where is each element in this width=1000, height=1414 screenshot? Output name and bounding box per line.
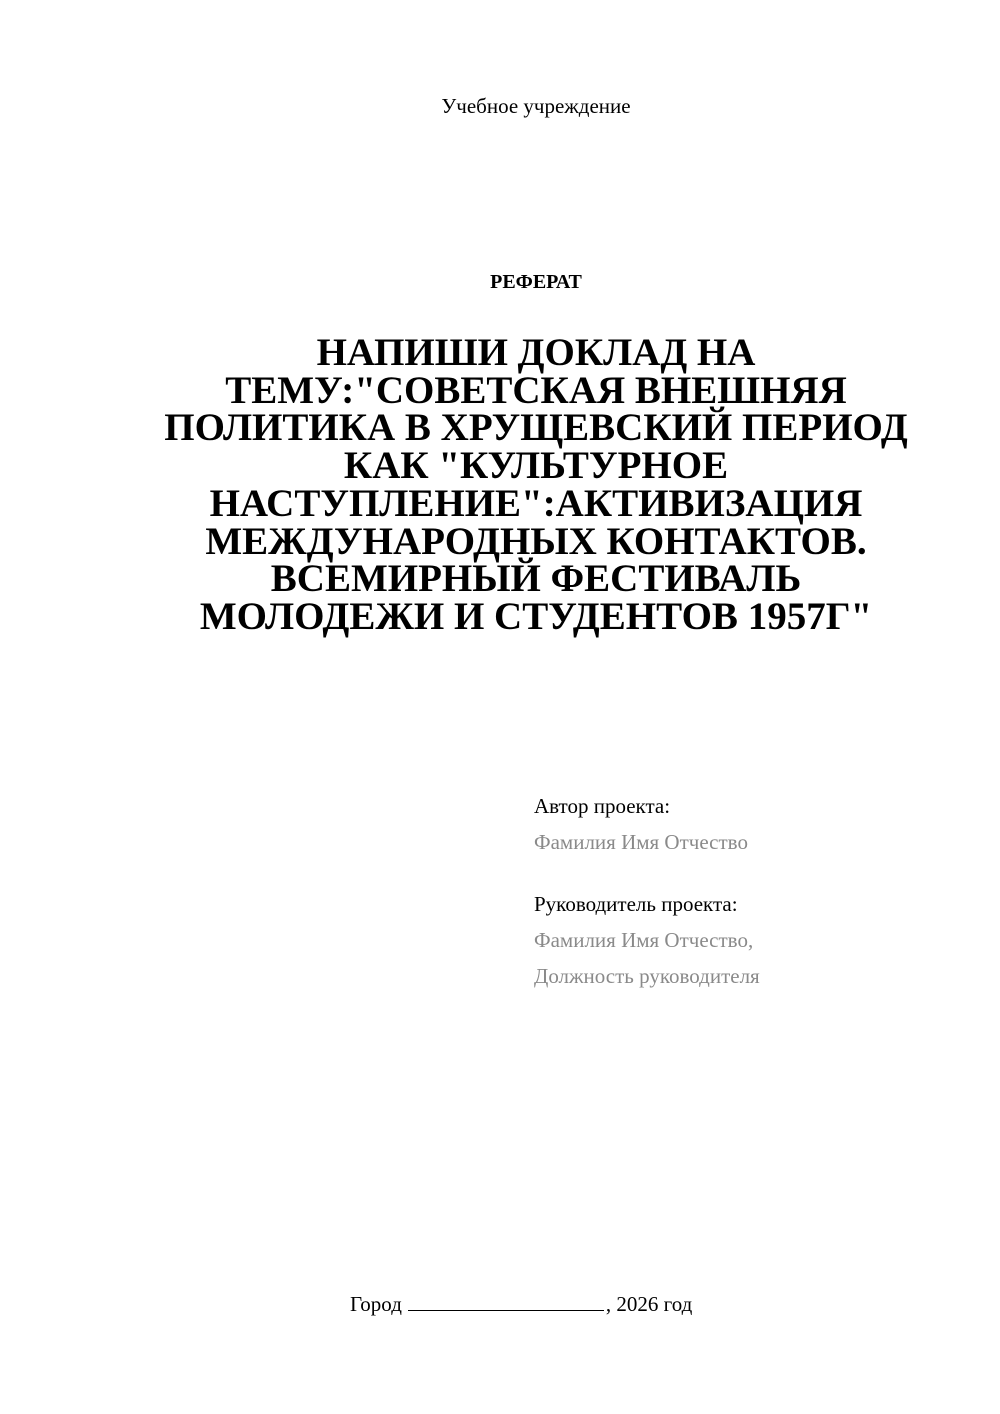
topic-line: КАК "КУЛЬТУРНОЕ [343,444,729,488]
supervisor-label: Руководитель проекта: [534,892,738,916]
credits-spacer [534,860,974,886]
city-label: Город [350,1292,402,1316]
year-text: , 2026 год [605,1292,693,1316]
city-blank-line [408,1290,604,1311]
supervisor-name: Фамилия Имя Отчество, [534,928,754,952]
topic-line: НАСТУПЛЕНИЕ":АКТИВИЗАЦИЯ [209,481,863,525]
author-name: Фамилия Имя Отчество [534,830,748,854]
city-year-footer [350,1290,692,1318]
institution-name: Учебное учреждение [441,94,631,118]
document-type: РЕФЕРАТ [490,271,582,293]
report-topic [150,331,922,638]
topic-line: МОЛОДЕЖИ И СТУДЕНТОВ 1957Г" [199,594,873,638]
topic-line: ПОЛИТИКА В ХРУЩЕВСКИЙ ПЕРИОД [164,406,908,450]
topic-line: МЕЖДУНАРОДНЫХ КОНТАКТОВ. [205,519,867,563]
supervisor-position: Должность руководителя [534,964,760,988]
topic-line: ТЕМУ:"СОВЕТСКАЯ ВНЕШНЯЯ [225,368,847,412]
credits-block [534,788,974,994]
topic-line: НАПИШИ ДОКЛАД НА [316,331,756,374]
author-label: Автор проекта: [534,794,671,818]
topic-line: ВСЕМИРНЫЙ ФЕСТИВАЛЬ [270,557,802,601]
